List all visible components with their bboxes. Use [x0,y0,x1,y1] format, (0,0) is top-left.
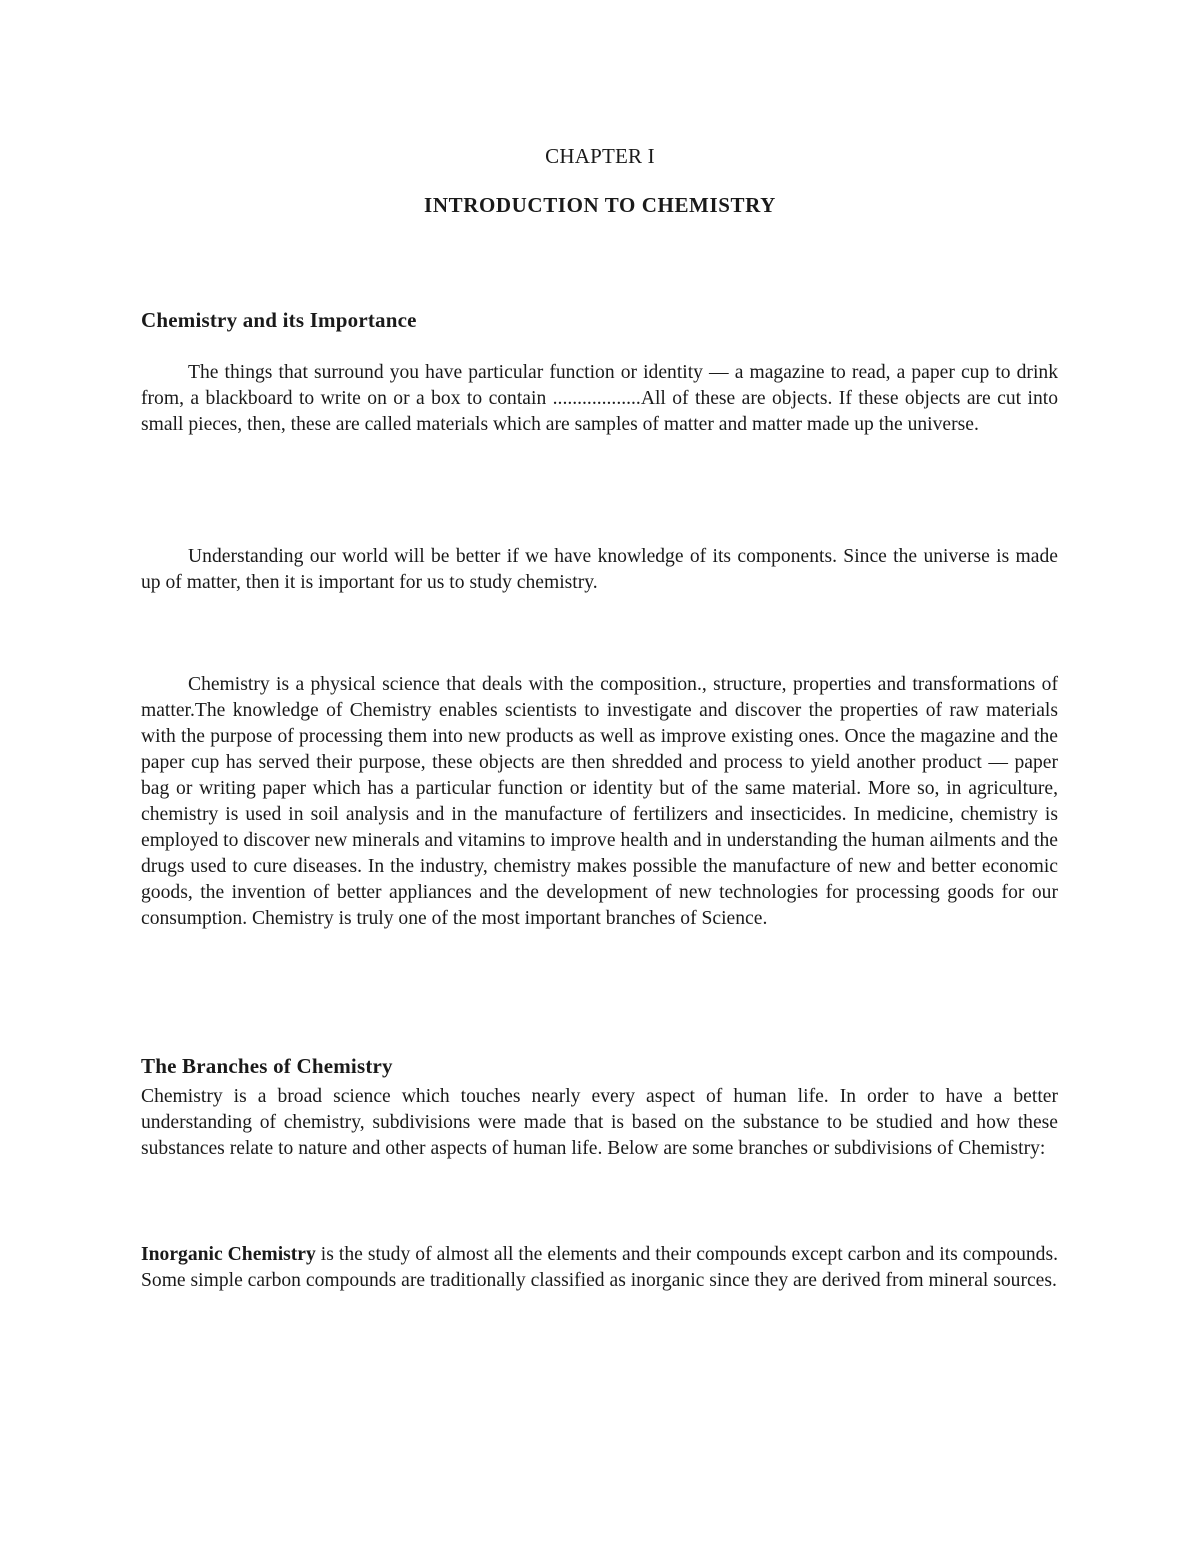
section-heading-branches: The Branches of Chemistry [141,1054,393,1078]
paragraph-text: Understanding our world will be better if we have knowledge of its components. Since the universe is made up of matter, then it is important for us to study chemistry. [141,546,1058,593]
definition-inorganic-chemistry: is the study of almost all the elements and their compounds except carbon and its compounds. Some simple carbon compounds are traditionally classified as inorganic since they are derived from mineral sources. [141,1244,1059,1291]
paragraph-text: Chemistry is a physical science that deals with the composition., structure, properties and transformations of matter.The knowledge of Chemistry enables scientists to investigate and discover the properties of raw materials with the purpose of processing them into new products as well as improve existing ones. Once the magazine and the paper cup has served their purpose, these objects are then shredded and process to yield another product — paper bag or writing paper which has a particular function or identity but of the same material. More so, in agriculture, chemistry is used in soil analysis and in the manufacture of fertilizers and insecticides. In medicine, chemistry is employed to discover new minerals and vitamins to improve health and in understanding the human ailments and the drugs used to cure diseases. In the industry, chemistry makes possible the manufacture of new and better economic goods, the invention of better appliances and the development of new technologies for processing goods for our consumption. Chemistry is truly one of the most important branches of Science. [141,674,1058,929]
paragraph-text: The things that surround you have particular function or identity — a magazine to read, a paper cup to drink from, a blackboard to write on or a box to contain ..................All of these are objects. If these objects are cut into small pieces, then, these are called materials which are samples of matter and matter made up the universe. [141,362,1058,435]
paragraph-importance-1 [141,360,1058,438]
paragraph-inorganic [141,1242,1058,1294]
term-inorganic-chemistry: Inorganic Chemistry [141,1244,316,1265]
paragraph-importance-3 [141,672,1058,932]
paragraph-importance-2 [141,544,1058,596]
chapter-title: INTRODUCTION TO CHEMISTRY [424,193,776,217]
paragraph-branches: Chemistry is a broad science which touches nearly every aspect of human life. In order to have a better understanding of chemistry, subdivisions were made that is based on the substance to be studied and how these substances relate to nature and other aspects of human life. Below are some branches or subdivisions of Chemistry: [141,1086,1058,1159]
chapter-label: CHAPTER I [545,144,655,168]
section-heading-importance: Chemistry and its Importance [141,308,417,332]
